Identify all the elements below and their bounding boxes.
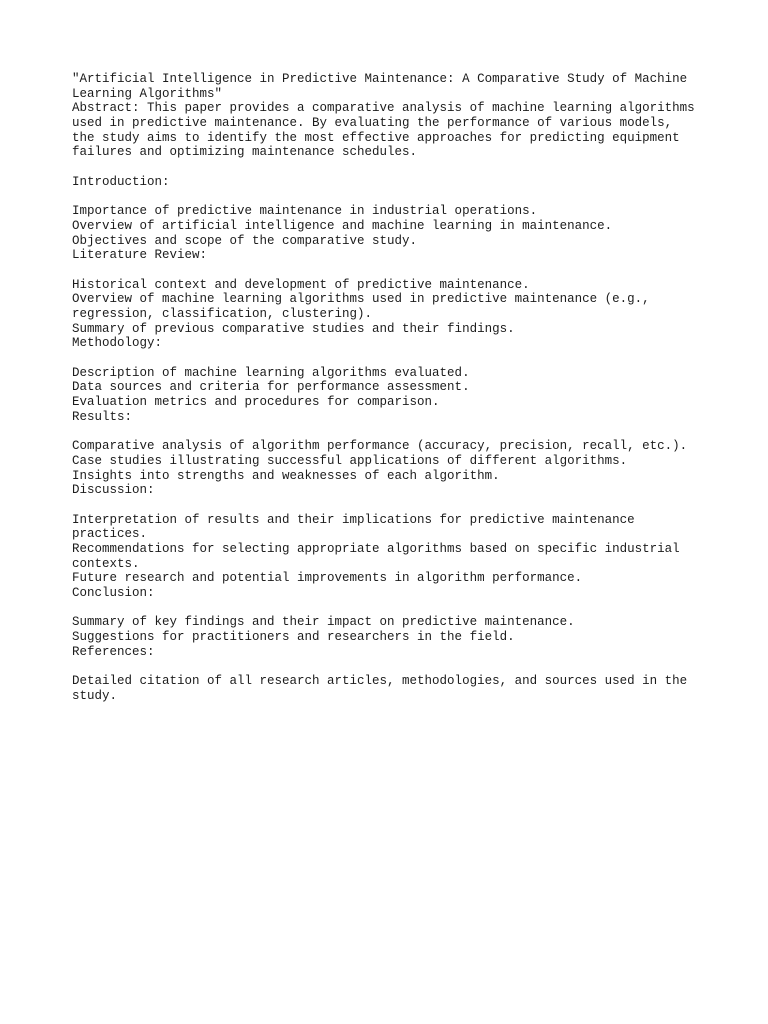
item-line: Summary of previous comparative studies and their findings.	[72, 321, 515, 336]
section	[72, 248, 712, 336]
section-heading: Discussion:	[72, 483, 155, 498]
section-item	[72, 630, 712, 645]
section-item	[72, 380, 712, 395]
section	[72, 483, 712, 586]
document-title	[72, 72, 712, 101]
blank-line	[72, 160, 712, 175]
section-item	[72, 454, 712, 469]
blank-line	[72, 351, 712, 366]
item-line: Future research and potential improvements in algorithm performance.	[72, 571, 583, 586]
blank-line	[72, 425, 712, 440]
item-line: Overview of machine learning algorithms used in predictive maintenance (e.g.,	[72, 292, 650, 307]
section	[72, 645, 712, 704]
section-heading: Introduction:	[72, 174, 170, 189]
document-page	[72, 72, 712, 704]
item-line: Evaluation metrics and procedures for comparison.	[72, 395, 440, 410]
section	[72, 175, 712, 248]
section-heading: Results:	[72, 409, 133, 424]
section-item	[72, 542, 712, 571]
section-item	[72, 278, 712, 293]
document-sections	[72, 175, 712, 704]
section	[72, 586, 712, 645]
item-line: Summary of key findings and their impact on predictive maintenance.	[72, 615, 575, 630]
abstract-line: failures and optimizing maintenance schedules.	[72, 145, 418, 160]
section-heading: Conclusion:	[72, 586, 155, 601]
blank-line	[72, 601, 712, 616]
item-line: Comparative analysis of algorithm performance (accuracy, precision, recall, etc.).	[72, 439, 688, 454]
section-heading: Methodology:	[72, 336, 163, 351]
item-line: Objectives and scope of the comparative study.	[72, 233, 418, 248]
section-item	[72, 615, 712, 630]
abstract-line: the study aims to identify the most effective approaches for predicting equipment	[72, 130, 680, 145]
section-heading: Literature Review:	[72, 248, 208, 263]
section-item	[72, 571, 712, 586]
item-line: contexts.	[72, 556, 140, 571]
item-line: Importance of predictive maintenance in industrial operations.	[72, 204, 538, 219]
section-item	[72, 395, 712, 410]
title-line: "Artificial Intelligence in Predictive Maintenance: A Comparative Study of Machine	[72, 72, 688, 86]
section-item	[72, 292, 712, 321]
item-line: Historical context and development of predictive maintenance.	[72, 277, 530, 292]
item-line: Insights into strengths and weaknesses of each algorithm.	[72, 468, 500, 483]
section-item	[72, 219, 712, 234]
section-item	[72, 469, 712, 484]
item-line: study.	[72, 688, 118, 703]
section-item	[72, 513, 712, 542]
item-line: Description of machine learning algorithms evaluated.	[72, 365, 470, 380]
item-line: Detailed citation of all research articles, methodologies, and sources used in the	[72, 674, 688, 689]
section-item	[72, 439, 712, 454]
abstract-line: used in predictive maintenance. By evaluating the performance of various models,	[72, 116, 673, 131]
item-line: Case studies illustrating successful applications of different algorithms.	[72, 453, 628, 468]
title-line: Learning Algorithms"	[72, 86, 223, 101]
section-item	[72, 322, 712, 337]
item-line: Data sources and criteria for performance assessment.	[72, 380, 470, 395]
section	[72, 410, 712, 483]
blank-line	[72, 263, 712, 278]
section-item	[72, 204, 712, 219]
section-item	[72, 366, 712, 381]
item-line: Interpretation of results and their implications for predictive maintenance	[72, 512, 635, 527]
blank-line	[72, 190, 712, 205]
section-heading: References:	[72, 644, 155, 659]
abstract	[72, 101, 712, 160]
item-line: regression, classification, clustering).	[72, 307, 373, 321]
abstract-line: Abstract: This paper provides a comparative analysis of machine learning algorithms	[72, 101, 695, 116]
item-line: Recommendations for selecting appropriate algorithms based on specific industrial	[72, 542, 680, 556]
section-item	[72, 234, 712, 249]
section-item	[72, 674, 712, 703]
item-line: Suggestions for practitioners and researchers in the field.	[72, 630, 515, 645]
blank-line	[72, 660, 712, 675]
item-line: Overview of artificial intelligence and machine learning in maintenance.	[72, 218, 613, 233]
blank-line	[72, 498, 712, 513]
section	[72, 336, 712, 409]
item-line: practices.	[72, 527, 148, 542]
